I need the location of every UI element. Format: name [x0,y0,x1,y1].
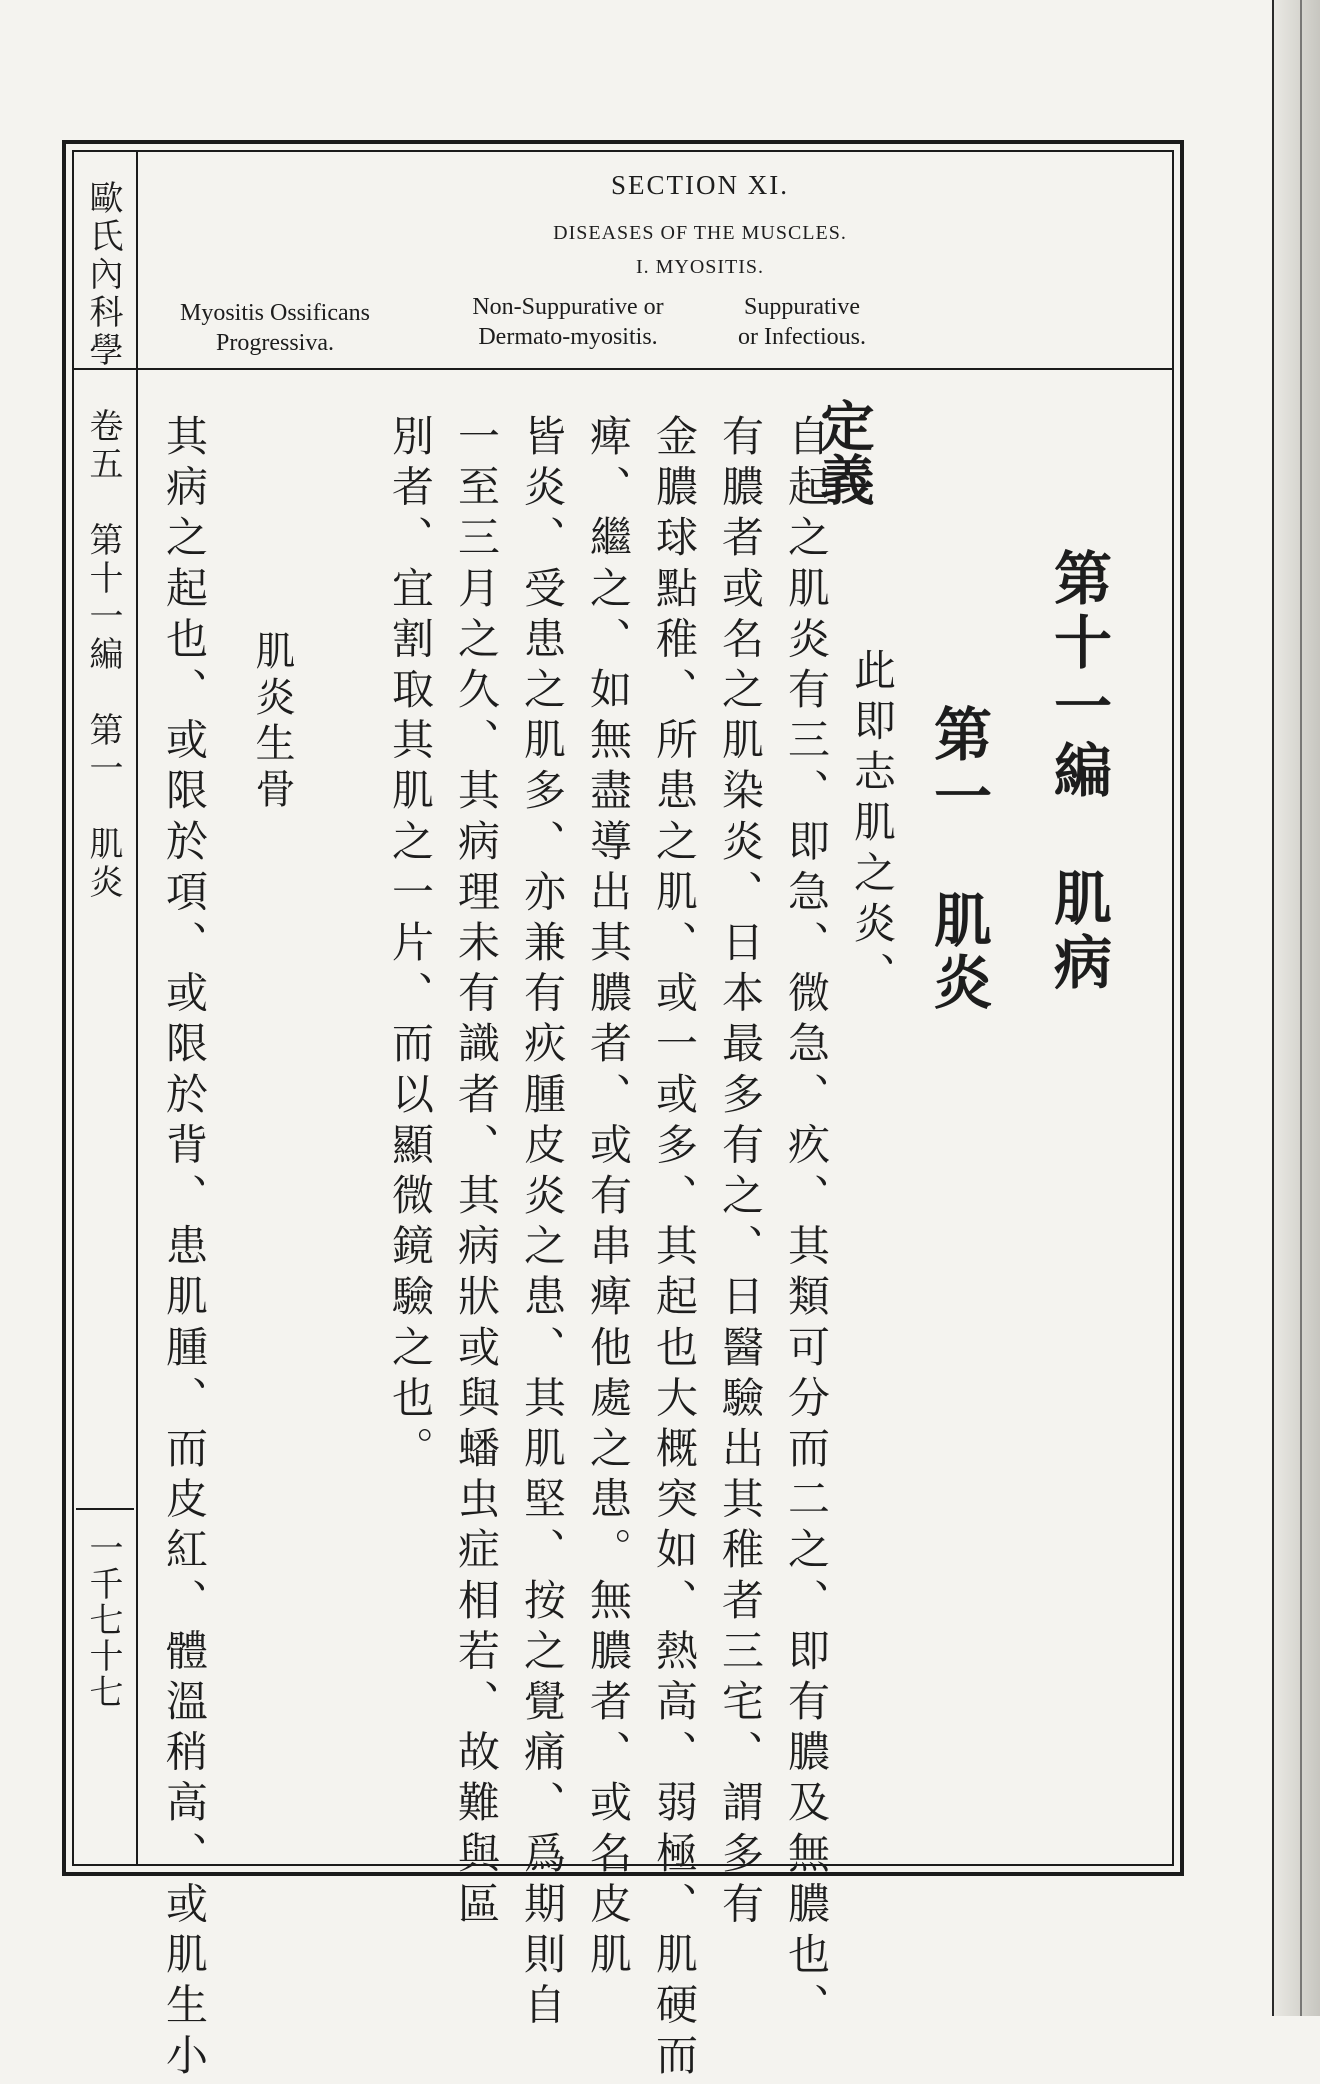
section-subtitle: DISEASES OF THE MUSCLES. [553,222,847,244]
page-number: 一千七十七 [83,1530,123,1710]
classification-line: Myositis Ossificans [179,300,370,326]
text-column: 一至三月之久、其病理未有識者、其病狀或與蟠虫症相若、故難與區 [452,414,501,1932]
text-column: 自起之肌炎有三、即急、微急、疚、其類可分而二之、即有膿及無膿也、 [782,414,831,2034]
folio-rule [76,1508,134,1510]
chapter-title-en: I. MYOSITIS. [635,256,765,278]
text-column: 此即志肌之炎、 [848,648,897,1003]
classification-line: Progressiva. [216,330,334,356]
classification-ossificans [140,298,410,358]
running-head: 歐氏內科學 卷五 第十一編 第一 肌炎 [83,180,123,902]
part-heading: 第十一編 肌病 [1044,548,1112,996]
definition-heading: 定義 [812,398,876,506]
chapter-heading: 第一 肌炎 [924,704,992,1014]
page-binding-line [1300,0,1302,2016]
classification-non-suppurative [418,292,718,352]
page-edge [1272,0,1320,2016]
text-column: 有膿者或名之肌染炎、日本最多有之、日醫驗出其稚者三宅、謂多有 [716,414,765,1932]
text-column: 皆炎、受患之肌多、亦兼有疢腫皮炎之患、其肌堅、按之覺痛、爲期則自 [518,414,567,2034]
classification-line: or Infectious. [738,324,866,350]
classification-line: Dermato-myositis. [478,324,658,350]
section-title: SECTION XI. [611,170,789,200]
text-column: 別者、宜割取其肌之一片、而以顯微鏡驗之也。 [386,414,435,1477]
classification-line: Non-Suppurative or [472,294,664,320]
text-column: 其病之起也、或限於項、或限於背、患肌腫、而皮紅、體溫稍高、或肌生小 [160,414,209,2084]
text-column: 金膿球點稚、所患之肌、或一或多、其起也大概突如、熱高、弱極、肌硬而 [650,414,699,2084]
margin-rule [136,150,138,1866]
classification-line: Suppurative [744,294,860,320]
text-column: 痺、繼之、如無盡導出其膿者、或有串痺他處之患。無膿者、或名皮肌 [584,414,633,1983]
subsection-heading: 肌炎生骨 [249,630,295,814]
header-rule [74,368,1172,370]
classification-suppurative [712,292,892,352]
